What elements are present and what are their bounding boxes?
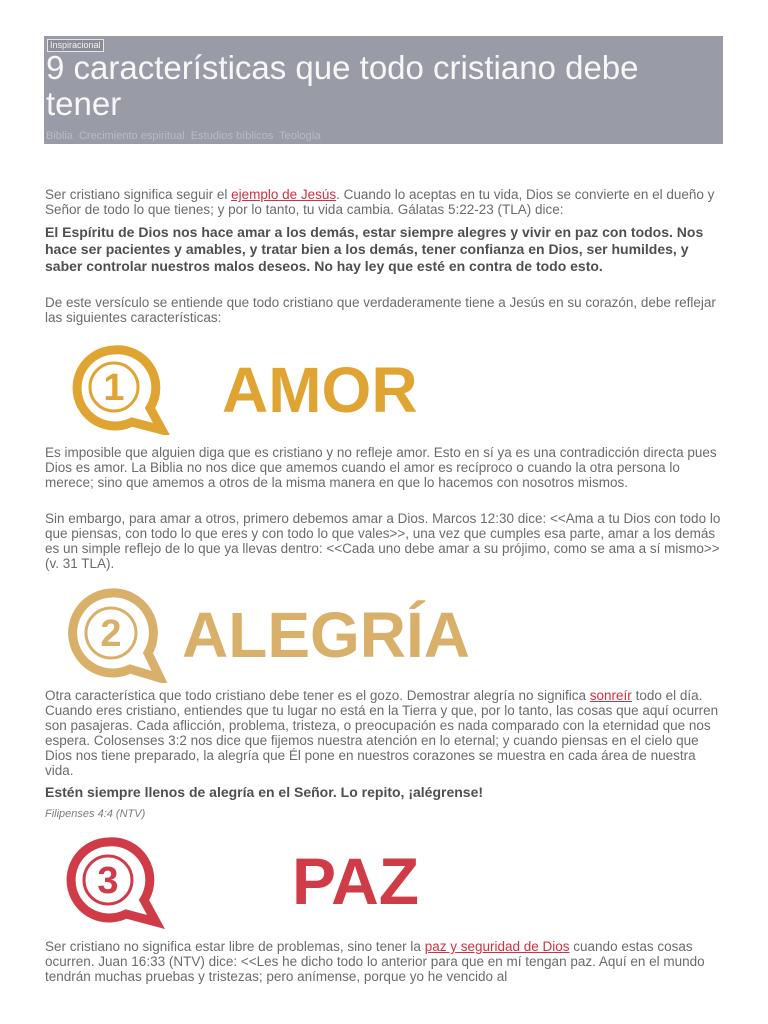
paz-paragraph (45, 939, 725, 984)
paz-banner (56, 834, 476, 929)
amor-banner (62, 340, 562, 435)
alegria-banner (56, 583, 576, 683)
alegria-quote: Estén siempre llenos de alegría en el Señor. Lo repito, ¡alégrense! (45, 784, 484, 800)
alegria-citation: Filipenses 4:4 (NTV) (45, 808, 146, 820)
section-word-amor: AMOR (222, 354, 418, 426)
link-sonreir[interactable]: sonreír (589, 688, 632, 703)
number-badge-1-icon (77, 350, 162, 430)
category-link-teologia[interactable]: Teología (279, 130, 321, 142)
intro-paragraph (45, 187, 725, 217)
lead-in-paragraph: De este versículo se entiende que todo cristiano que verdaderamente tiene a Jesús en su corazón, debe reflejar las siguientes características: (45, 295, 716, 325)
amor-paragraph-1: Es imposible que alguien diga que es cristiano y no refleje amor. Esto en sí ya es una contradicción directa pues Dios es amor. La Biblia no nos dice que amemos cuando el amor es recíproco o cuando la otra persona lo merece; sino que amemos a otros de la misma manera en que lo hacemos con nosotros mismos. (45, 445, 717, 490)
category-tag[interactable]: Inspiracional (47, 39, 104, 52)
badge-number-2: 2 (100, 613, 122, 655)
section-word-paz: PAZ (292, 844, 420, 918)
alegria-banner-graphic (56, 583, 576, 683)
number-badge-2-icon (73, 593, 160, 678)
number-badge-3-icon (71, 842, 156, 922)
link-paz-y-seguridad[interactable]: paz y seguridad de Dios (424, 939, 570, 954)
paz-text-before: Ser cristiano no significa estar libre de problemas, sino tener la (45, 939, 425, 954)
article-title: 9 características que todo cristiano debe tener (46, 49, 639, 122)
article-header (44, 36, 723, 144)
intro-text-after: . Cuando lo aceptas en tu vida, Dios se convierte en el dueño y Señor de todo lo que tienes; y por lo tanto, tu vida cambia. Gálatas 5:22-23 (TLA) dice: (45, 187, 715, 217)
badge-number-1: 1 (103, 367, 125, 409)
section-word-alegria: ALEGRÍA (182, 599, 470, 671)
intro-text-before: Ser cristiano significa seguir el (45, 187, 232, 202)
category-link-crecimiento[interactable]: Crecimiento espiritual (78, 130, 185, 142)
amor-banner-graphic (62, 340, 562, 435)
amor-paragraph-2: Sin embargo, para amar a otros, primero debemos amar a Dios. Marcos 12:30 dice: <<Ama a tu Dios con todo lo que piensas, con todo lo que eres y con todo lo que vales>>, una vez que cumples esa parte, amar a los demás es un simple reflejo de lo que ya llevas dentro: <<Cada uno debe amar a su prójimo, como se ama a sí mismo>> (v. 31 TLA). (45, 511, 721, 571)
category-links (46, 130, 324, 142)
alegria-text-after: todo el día. Cuando eres cristiano, entiendes que tu lugar no está en la Tierra y que, por lo tanto, las cosas que aquí ocurren son pasajeras. Cada aflicción, problema, tristeza, o preocupación es nada comparado con la eternidad que nos espera. Colosenses 3:2 nos dice que fijemos nuestra atención en lo eternal; y cuando piensas en el cielo que Dios nos tiene preparado, la alegría que Él pone en nuestros corazones se muestra en cada área de nuestra vida. (45, 688, 719, 778)
category-link-estudios[interactable]: Estudios bíblicos (190, 130, 274, 142)
paz-text-after: cuando estas cosas ocurren. Juan 16:33 (NTV) dice: <<Les he dicho todo lo anterior para que en mí tengan paz. Aquí en el mundo tendrán muchas pruebas y tristezas; pero anímense, porque yo he vencido al (45, 939, 705, 984)
category-link-biblia[interactable]: Biblia (46, 130, 73, 142)
link-ejemplo-de-jesus[interactable]: ejemplo de Jesús (231, 187, 337, 202)
alegria-text-before: Otra característica que todo cristiano debe tener es el gozo. Demostrar alegría no significa (45, 688, 590, 703)
alegria-paragraph (45, 688, 725, 778)
badge-number-3: 3 (97, 860, 119, 902)
verse-galatas: El Espíritu de Dios nos hace amar a los demás, estar siempre alegres y vivir en paz con todos. Nos hace ser pacientes y amables, y tratar bien a los demás, tener confianza en Dios, ser humildes, y saber controlar nuestros malos deseos. No hay ley que esté en contra de todo esto. (45, 224, 704, 274)
paz-banner-graphic (56, 834, 476, 929)
